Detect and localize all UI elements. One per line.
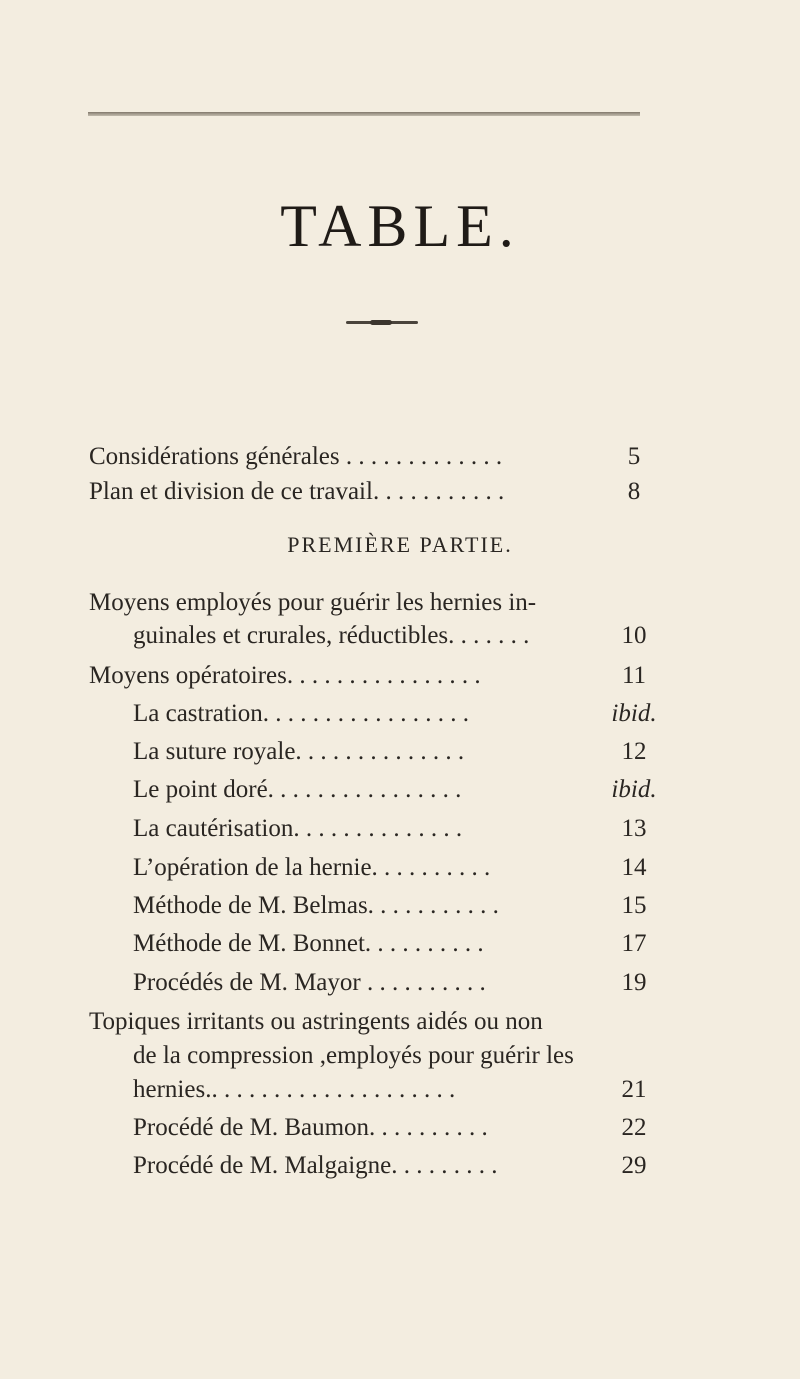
toc-entry bbox=[0, 1111, 800, 1145]
toc-entry-text: Plan et division de ce travail. . . . . . . . . . . bbox=[89, 478, 505, 505]
toc-page-number: 12 bbox=[621, 738, 647, 765]
toc-entry bbox=[0, 659, 800, 693]
toc-entry bbox=[0, 851, 800, 885]
top-rule bbox=[88, 112, 640, 116]
toc-entry-text: La suture royale. . . . . . . . . . . . . . bbox=[133, 738, 465, 765]
toc-entry-text: Considérations générales . . . . . . . . . . . . . bbox=[89, 443, 503, 470]
toc-entry-text: Méthode de M. Belmas. . . . . . . . . . . bbox=[133, 892, 499, 919]
toc-entry-text-line2: guinales et crurales, réductibles. . . . . . . bbox=[133, 622, 530, 649]
toc-entry bbox=[0, 619, 800, 653]
toc-page-number: 21 bbox=[621, 1076, 647, 1103]
toc-entry-text-line2: de la compression ,employés pour guérir les bbox=[133, 1042, 574, 1069]
toc-page-number: ibid. bbox=[611, 700, 657, 727]
toc-entry bbox=[0, 966, 800, 1000]
toc-entry-text: La cautérisation. . . . . . . . . . . . . . bbox=[133, 815, 463, 842]
toc-page-number: 10 bbox=[621, 622, 647, 649]
toc-entry bbox=[0, 440, 800, 474]
toc-page-number: 5 bbox=[627, 443, 641, 470]
toc-entry bbox=[0, 773, 800, 807]
toc-entry bbox=[0, 697, 800, 731]
toc-entry-text: Méthode de M. Bonnet. . . . . . . . . . bbox=[133, 930, 484, 957]
toc-page-number: 29 bbox=[621, 1152, 647, 1179]
toc-page-number: 11 bbox=[621, 662, 647, 689]
toc-page-number: 17 bbox=[621, 930, 647, 957]
toc-page-number: 15 bbox=[621, 892, 647, 919]
toc-entry bbox=[0, 475, 800, 509]
toc-entry bbox=[0, 927, 800, 961]
toc-entry bbox=[0, 1005, 800, 1039]
toc-entry bbox=[0, 1039, 800, 1073]
toc-page-number: 13 bbox=[621, 815, 647, 842]
toc-entry-text: Moyens opératoires. . . . . . . . . . . . . . . . bbox=[89, 662, 481, 689]
toc-entry bbox=[0, 1073, 800, 1107]
toc-entry bbox=[0, 1149, 800, 1183]
toc-entry bbox=[0, 735, 800, 769]
toc-page-number: ibid. bbox=[611, 776, 657, 803]
toc-entry-text-line3: hernies.. . . . . . . . . . . . . . . . . . . . bbox=[133, 1076, 456, 1103]
toc-entry-text: Procédé de M. Baumon. . . . . . . . . . bbox=[133, 1114, 488, 1141]
toc-page-number: 22 bbox=[621, 1114, 647, 1141]
ornament-divider bbox=[346, 321, 418, 324]
toc-page-number: 19 bbox=[621, 969, 647, 996]
toc-entry-text: Le point doré. . . . . . . . . . . . . . . . bbox=[133, 776, 462, 803]
toc-entry-text: Procédé de M. Malgaigne. . . . . . . . . bbox=[133, 1152, 498, 1179]
toc-entry bbox=[0, 812, 800, 846]
toc-entry-text-line1: Moyens employés pour guérir les hernies in- bbox=[89, 589, 537, 616]
toc-entry-text: L’opération de la hernie. . . . . . . . . . bbox=[133, 854, 491, 881]
toc-entry-text-line1: Topiques irritants ou astringents aidés ou non bbox=[89, 1008, 543, 1035]
toc-page-number: 8 bbox=[627, 478, 641, 505]
toc-entry bbox=[0, 889, 800, 923]
toc-page-number: 14 bbox=[621, 854, 647, 881]
page-title: TABLE. bbox=[280, 193, 520, 259]
toc-entry bbox=[0, 586, 800, 620]
toc-entry-text: Procédés de M. Mayor . . . . . . . . . . bbox=[133, 969, 486, 996]
section-heading: PREMIÈRE PARTIE. bbox=[287, 532, 513, 557]
toc-entry-text: La castration. . . . . . . . . . . . . . . . . bbox=[133, 700, 470, 727]
